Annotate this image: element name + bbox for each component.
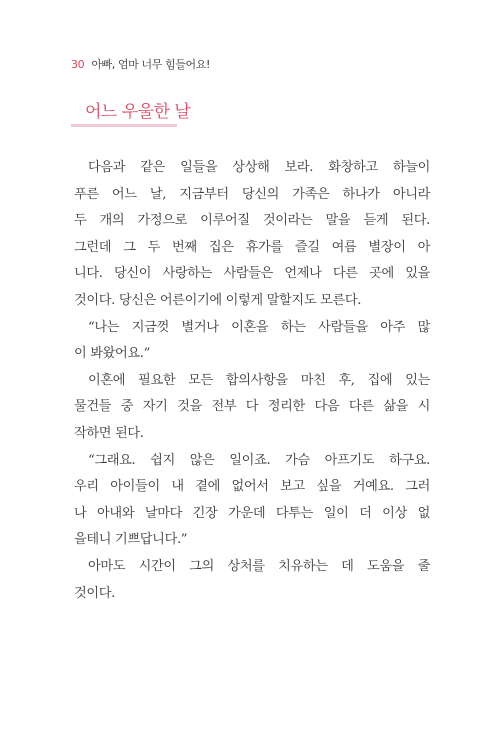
book-title: 아빠, 엄마 너무 힘들어요!	[91, 58, 210, 71]
paragraph-2	[74, 315, 430, 368]
text-line: 물건들 중 자기 것을 전부 다 정리한 다음 다른 삶을 시	[74, 399, 430, 415]
text-line: 작하면 된다.	[74, 425, 144, 441]
text-line: 나 아내와 날마다 긴장 가운데 다투는 일이 더 이상 없	[74, 505, 430, 521]
text-line: 그런데 그 두 번째 집은 휴가를 즐길 여름 별장이 아	[74, 239, 430, 255]
text-line: 푸른 어느 날, 지금부터 당신의 가족은 하나가 아니라	[74, 186, 430, 202]
text-line: 이혼에 필요한 모든 합의사항을 마친 후, 집에 있는	[88, 372, 430, 388]
text-line: 다음과 같은 일들을 상상해 보라. 화창하고 하늘이	[88, 160, 430, 175]
section-title: 어느 우울한 날	[85, 102, 191, 122]
paragraph-3	[74, 368, 430, 448]
text-line: “나는 지금껏 별거나 이혼을 하는 사람들을 아주 많	[88, 319, 430, 335]
text-line: 것이다. 당신은 어른이기에 이렇게 말할지도 모른다.	[74, 292, 362, 308]
running-header	[71, 56, 210, 72]
text-line: 우리 아이들이 내 곁에 없어서 보고 싶을 거예요. 그러	[74, 479, 430, 495]
paragraph-1	[74, 155, 430, 315]
text-line: 이 봐왔어요.”	[74, 346, 151, 362]
paragraph-5	[74, 554, 430, 607]
body-text	[74, 155, 430, 607]
text-line: 아마도 시간이 그의 상처를 치유하는 데 도움을 줄	[88, 558, 430, 574]
paragraph-4	[74, 448, 430, 554]
text-line: 니다. 당신이 사랑하는 사람들은 언제나 다른 곳에 있을	[74, 266, 430, 282]
text-line: 을테니 기쁘답니다.”	[74, 532, 188, 548]
section-title-underline	[71, 124, 177, 127]
text-line: 두 개의 가정으로 이루어질 것이라는 말을 듣게 된다.	[74, 213, 430, 229]
text-line: “그래요. 쉽지 않은 일이죠. 가슴 아프기도 하구요.	[88, 452, 430, 468]
text-line: 것이다.	[74, 585, 116, 601]
page-number: 30	[71, 58, 85, 71]
